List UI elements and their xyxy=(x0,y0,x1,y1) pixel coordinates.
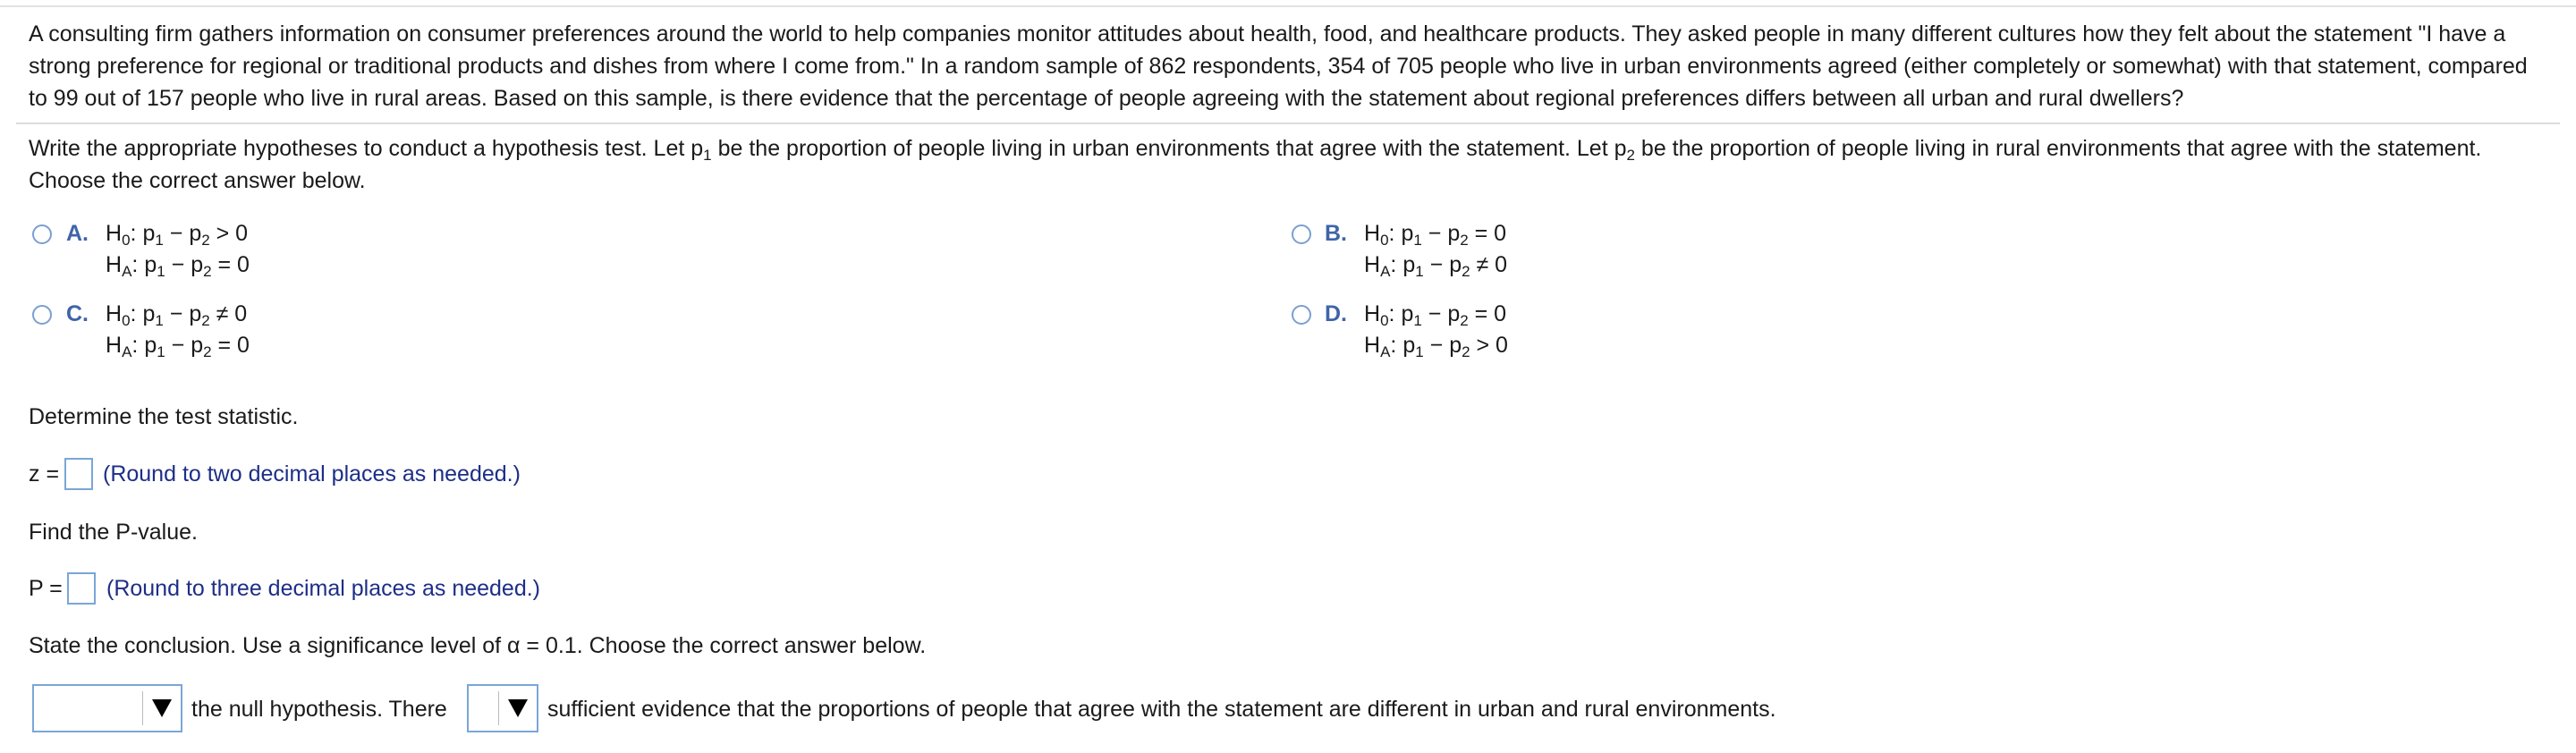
option-b-radio[interactable] xyxy=(1292,224,1311,244)
option-a-letter[interactable]: A. xyxy=(66,221,89,246)
z-hint: (Round to two decimal places as needed.) xyxy=(103,461,521,486)
dropdown-arrow-icon[interactable] xyxy=(152,699,172,717)
p-hint: (Round to three decimal places as needed.) xyxy=(106,576,541,601)
z-input[interactable] xyxy=(64,458,93,490)
option-a-radio[interactable] xyxy=(32,224,52,244)
hypothesis-question: Write the appropriate hypotheses to conduct a hypothesis test. Let $p_1$ be the proportion of people living in urban environments that agree with the statement. Let $p_2$ be the proportion of people living in rural environments that agree with the statement. Choose the correct answer below. xyxy=(29,136,2482,193)
option-b-ha[interactable]: $H_A$: $p_1 - p_2 \ne 0$ xyxy=(1364,252,1508,280)
option-d-h0[interactable]: $H_0$: $p_1 - p_2 = 0$ xyxy=(1364,301,1507,329)
option-d-ha[interactable]: $H_A$: $p_1 - p_2 > 0$ xyxy=(1364,333,1508,360)
dropdown-arrow-icon[interactable] xyxy=(508,699,528,717)
option-d-radio[interactable] xyxy=(1292,305,1311,325)
dropdown-separator xyxy=(498,691,499,725)
section-divider xyxy=(16,123,2560,124)
option-b-letter[interactable]: B. xyxy=(1325,221,1347,246)
dropdown-separator xyxy=(142,691,143,725)
test-statistic-label: Determine the test statistic. xyxy=(29,404,299,429)
top-border xyxy=(0,5,2576,7)
evidence-dropdown[interactable] xyxy=(467,684,538,732)
p-label: P = xyxy=(29,576,63,601)
z-label: z = xyxy=(29,461,60,486)
option-c-radio[interactable] xyxy=(32,305,52,325)
conclusion-text-2: sufficient evidence that the proportions of people that agree with the statement are different in urban and rural environments. xyxy=(547,697,1776,722)
option-b-h0[interactable]: $H_0$: $p_1 - p_2 = 0$ xyxy=(1364,221,1507,249)
p-input[interactable] xyxy=(67,572,96,605)
option-c-letter[interactable]: C. xyxy=(66,301,89,326)
pvalue-label: Find the P-value. xyxy=(29,520,198,545)
reject-decision-dropdown[interactable] xyxy=(32,684,182,732)
option-a-h0[interactable]: $H_0$: $p_1 - p_2 > 0$ xyxy=(106,221,249,249)
conclusion-label: State the conclusion. Use a significance level of α = 0.1. Choose the correct answer below. xyxy=(29,633,927,658)
problem-statement: A consulting firm gathers information on consumer preferences around the world to help companies monitor attitudes about health, food, and healthcare products. They asked people in many different cultures how they felt about the statement "I have a strong preference for regional or traditional products and dishes from where I come from." In a random sample of 862 respondents, 354 of 705 people who live in urban environments agreed (either completely or somewhat) with that statement, compared to 99 out of 157 people who live in rural areas. Based on this sample, is there evidence that the percentage of people agreeing with the statement about regional preferences differs between all urban and rural dwellers? xyxy=(29,21,2528,111)
option-a-ha[interactable]: $H_A$: $p_1 - p_2 = 0$ xyxy=(106,252,250,280)
conclusion-text-1: the null hypothesis. There xyxy=(191,697,447,722)
option-c-h0[interactable]: $H_0$: $p_1 - p_2 \ne 0$ xyxy=(106,301,248,329)
option-d-letter[interactable]: D. xyxy=(1325,301,1347,326)
option-c-ha[interactable]: $H_A$: $p_1 - p_2 = 0$ xyxy=(106,333,250,360)
